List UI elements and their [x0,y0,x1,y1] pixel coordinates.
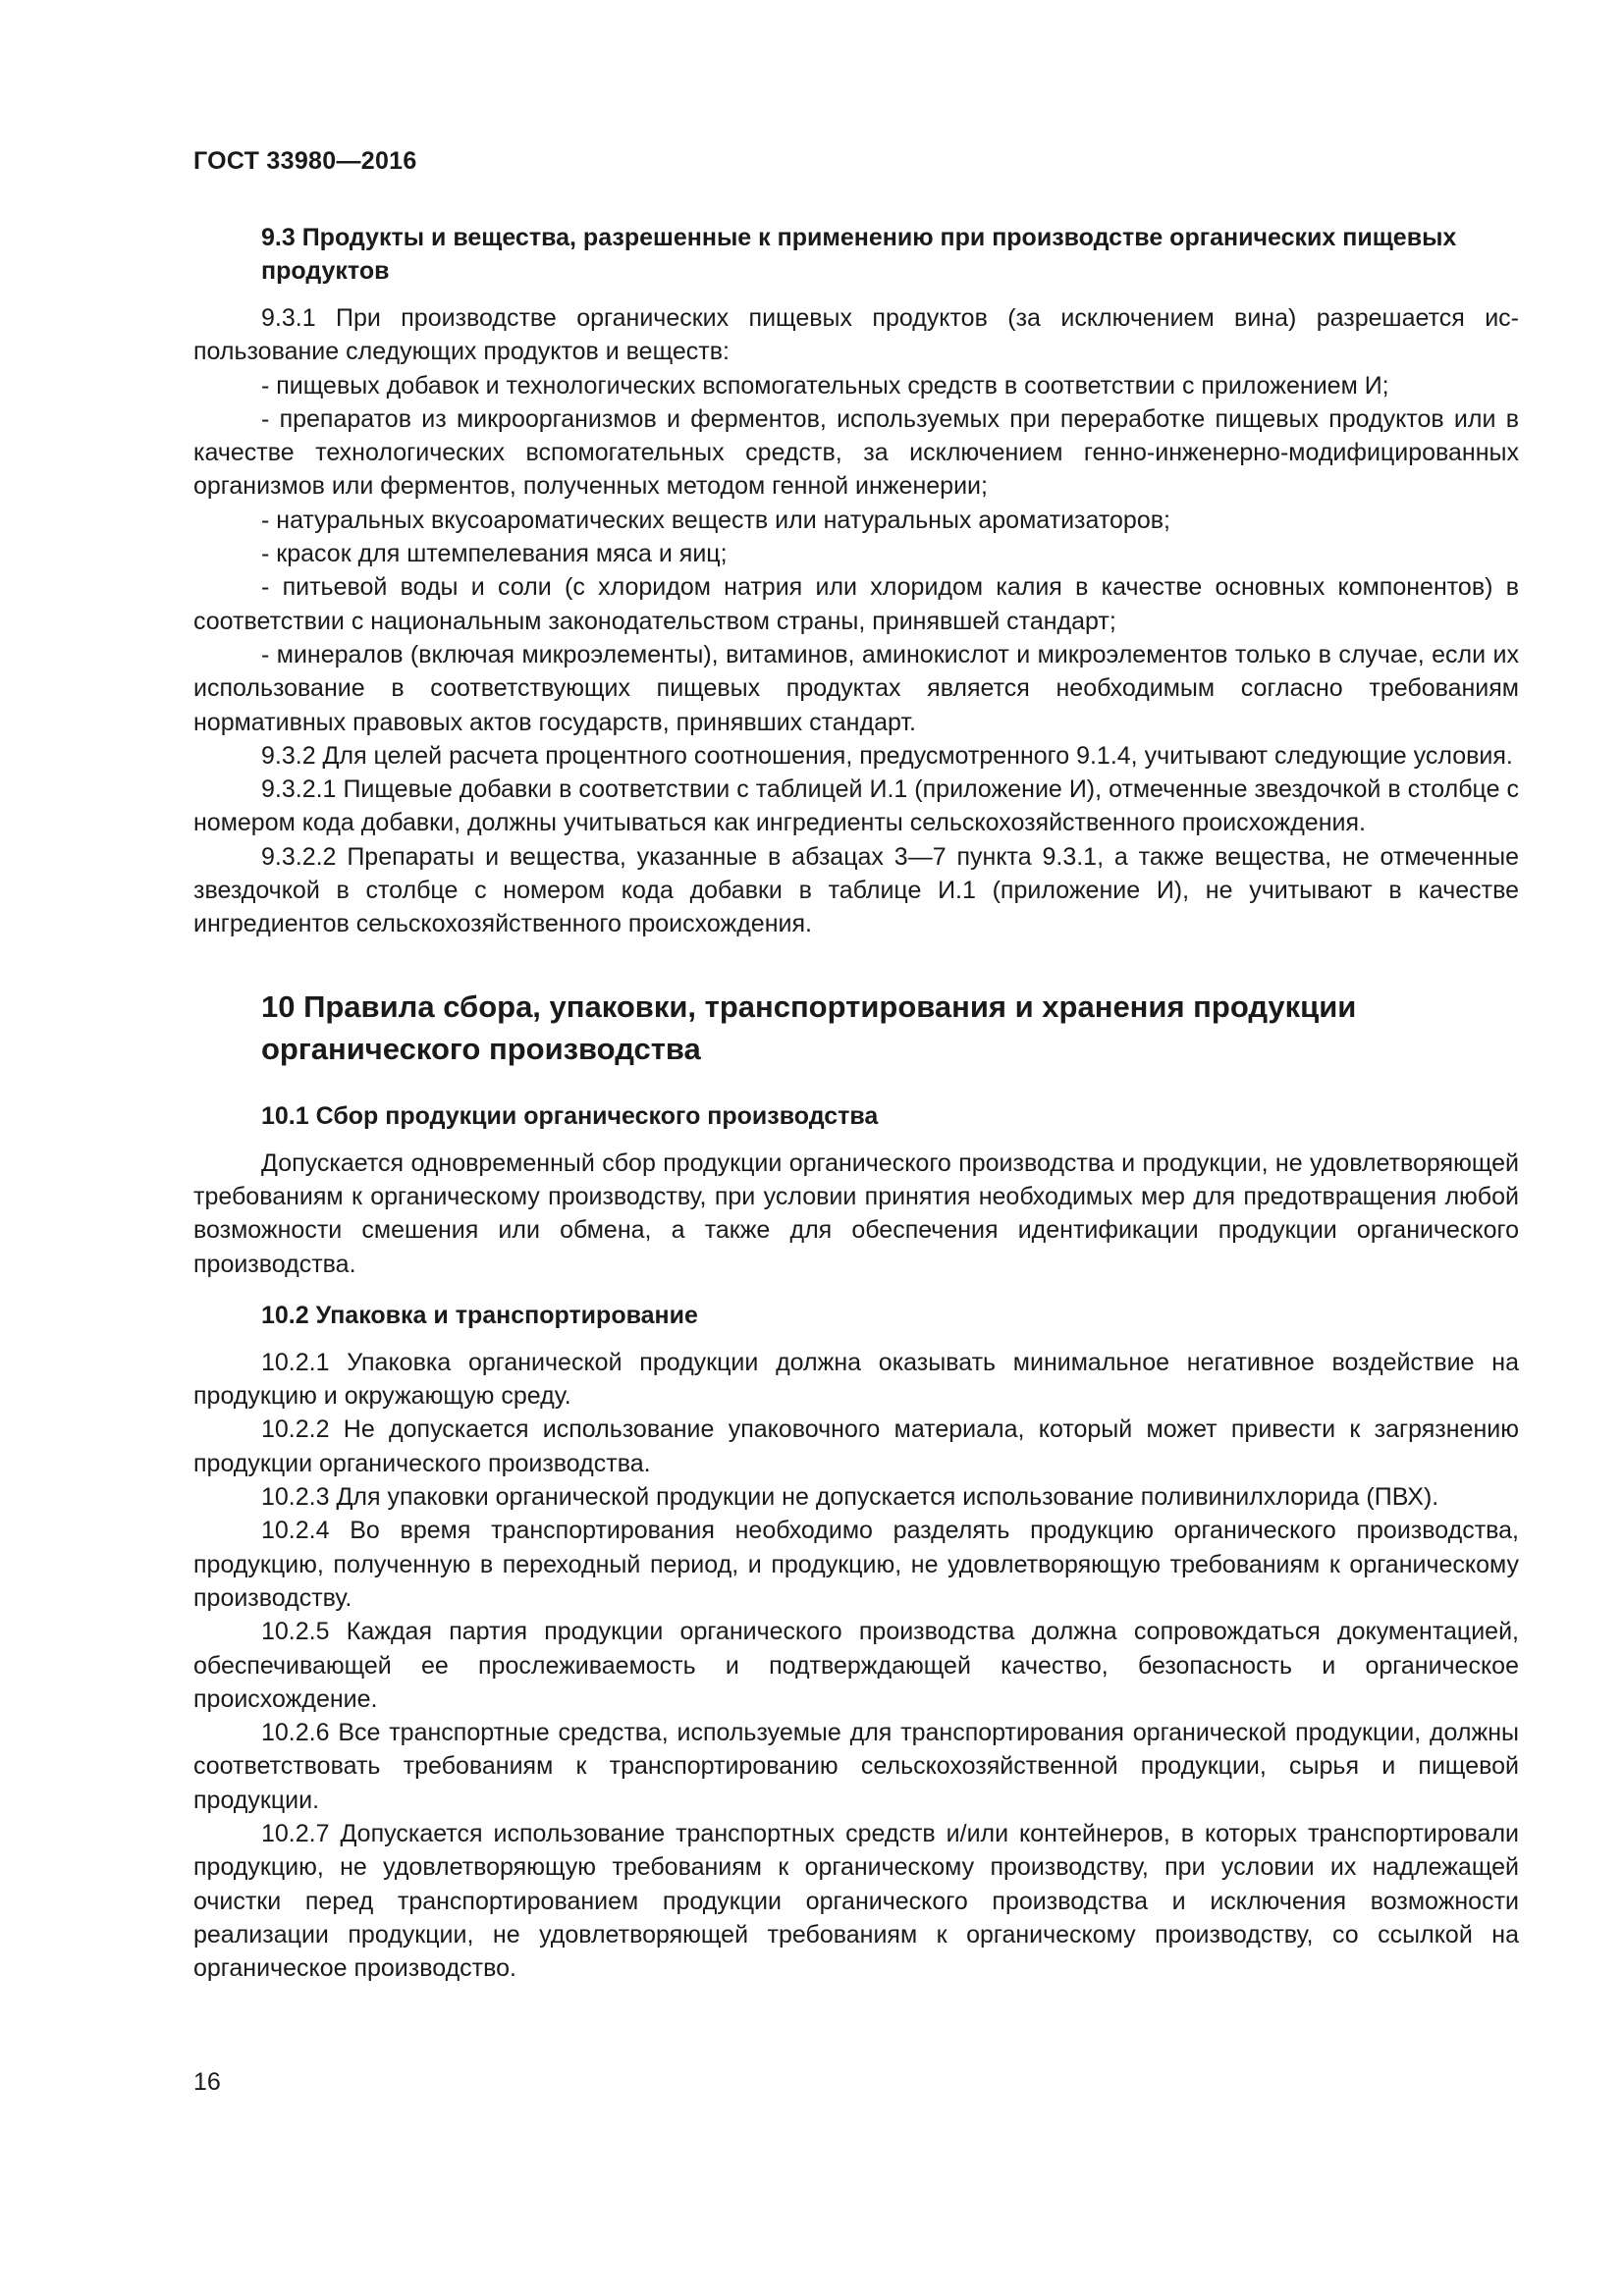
page-number: 16 [193,2068,221,2096]
paragraph-10-2-3: 10.2.3 Для упаковки органической продукции не допускается использование поливинилхлорида (ПВХ). [261,1483,1439,1512]
section-title-10-1: 10.1 Сбор продукции органического производства [261,1101,879,1130]
page-content [193,221,1519,1985]
list-item-microorganisms: - препаратов из микроорганизмов и ферментов, используемых при переработке пищевых продуктов или в качестве технологических вспомогательных средств, за исключением генно-инженерно-модифицированных организмов или ферментов, полученных методом генной инженерии; [193,404,1519,501]
list-item-stamping-inks: - красок для штемпелевания мяса и яиц; [261,540,728,568]
list-item-water-salt: - питьевой воды и соли (с хлоридом натрия или хлоридом калия в качестве основных компонентов) в соответствии с национальным законодательством страны, принявшей стандарт; [193,573,1519,635]
list-item-flavourings: - натуральных вкусоароматических веществ или натуральных ароматизаторов; [261,506,1170,534]
chapter-title-10: 10 Правила сбора, упаковки, транспортирования и хранения продукции органического производства [261,988,1357,1066]
paragraph-10-2-6: 10.2.6 Все транспортные средства, используемые для транспортирования органической продукции, должны соответствовать требованиям к транспортированию сельскохозяйственной продукции, сырья и пищевой продукции. [193,1719,1519,1814]
paragraph-9-3-2: 9.3.2 Для целей расчета процентного соотношения, предусмотренного 9.1.4, учитывают следующие условия. [261,741,1513,770]
paragraph-10-2-4: 10.2.4 Во время транспортирования необходимо разделять продукцию органического производства, продукцию, полученную в переходный период, и продукцию, не удовлетворяющую требованиям к органическому производству. [193,1517,1519,1612]
paragraph-10-2-7: 10.2.7 Допускается использование транспортных средств и/или контейнеров, в которых транспортировали продукцию, не удовлетворяющую требованиям к органическому производству, при условии их надлежащей очистки перед транспортированием продукции органического производства и исключения возможности реализации продукции, не удовлетворяющей требованиям к органическому производству, со ссылкой на органическое производство. [193,1819,1519,1983]
section-title-9-3: 9.3 Продукты и вещества, разрешенные к применению при производстве органических пищевых продуктов [261,224,1457,285]
paragraph-10-1: Допускается одновременный сбор продукции органического производства и продукции, не удовлетворяющей требованиям к органическому производству, при условии принятия необходимых мер для предотвращения любой возможности смешения или обмена, а также для обеспечения идентификации продукции органического производства. [193,1148,1519,1278]
paragraph-9-3-2-2: 9.3.2.2 Препараты и вещества, указанные в абзацах 3—7 пункта 9.3.1, а также вещества, не отмеченные звездочкой в столбце с номером кода добавки в таблице И.1 (приложение И), не учитывают в качестве ингредиентов сельскохозяйственного происхождения. [193,842,1519,938]
document-code: ГОСТ 33980—2016 [193,147,417,175]
paragraph-9-3-2-1: 9.3.2.1 Пищевые добавки в соответствии с таблицей И.1 (приложение И), отмеченные звездочкой в столбце с номером кода добавки, должны учитываться как ингредиенты сельскохозяйственного происхождения. [193,775,1519,837]
list-item-minerals: - минералов (включая микроэлементы), витаминов, аминокислот и микроэлементов только в случае, если их использование в соответствующих пищевых продуктах является необходимым согласно требованиям нормативных правовых актов государств, принявших стандарт. [193,640,1519,736]
paragraph-10-2-5: 10.2.5 Каждая партия продукции органического производства должна сопровождаться документацией, обеспечивающей ее прослеживаемость и подтверждающей качество, безопасность и органическое происхождение. [193,1618,1519,1713]
paragraph-10-2-1: 10.2.1 Упаковка органической продукции должна оказывать минимальное негативное воздействие на продукцию и окружающую среду. [193,1348,1519,1411]
paragraph-10-2-2: 10.2.2 Не допускается использование упаковочного материала, который может привести к загрязнению продукции органического производства. [193,1415,1519,1477]
list-item-food-additives: - пищевых добавок и технологических вспомогательных средств в соответствии с приложением И; [261,371,1389,400]
paragraph-9-3-1: 9.3.1 При производстве органических пищевых продуктов (за исключением вина) разрешается использование следующих продуктов и веществ: [193,304,1519,366]
section-title-10-2: 10.2 Упаковка и транспортирование [261,1301,698,1329]
